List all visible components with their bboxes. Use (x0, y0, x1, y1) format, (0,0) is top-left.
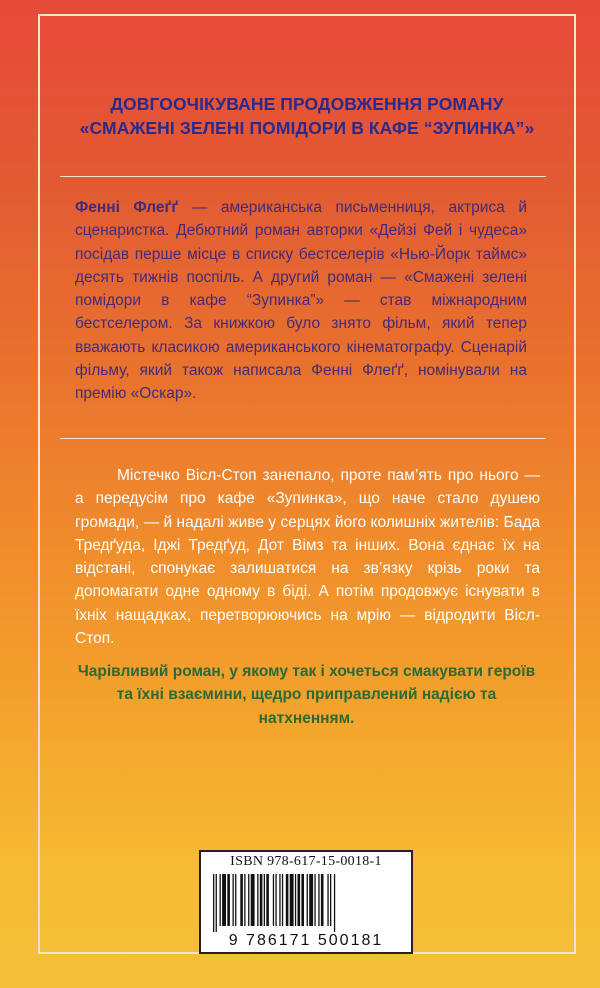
barcode-box (199, 850, 413, 954)
barcode-bar (266, 874, 269, 926)
barcode-bar (260, 874, 263, 926)
barcode-bar (309, 874, 313, 926)
heading-line-1: ДОВГООЧІКУВАНЕ ПРОДОВЖЕННЯ РОМАНУ (110, 94, 504, 114)
barcode-bar (290, 874, 294, 926)
barcode-bar (282, 874, 283, 926)
barcode-bar (244, 874, 245, 926)
barcode-bar (295, 874, 296, 926)
barcode-bar (248, 874, 249, 926)
barcode-bar (273, 874, 274, 926)
barcode-bar (222, 874, 226, 926)
barcode-bar (220, 874, 221, 926)
barcode-bar (321, 874, 324, 926)
barcode-bar (307, 874, 308, 926)
barcode-bar (286, 874, 289, 926)
barcode-bar (318, 874, 319, 926)
book-tagline: Чарівливий роман, у якому так і хочеться смакувати героїв та їхні взаємини, щедро приправлений надією та натхненням. (77, 663, 536, 727)
cover-heading (38, 92, 576, 140)
barcode-bar (298, 874, 301, 926)
isbn-label: ISBN 978-617-15-0018-1 (230, 854, 382, 869)
barcode-bar (327, 874, 328, 926)
heading-line-2: «СМАЖЕНІ ЗЕЛЕНІ ПОМІДОРИ В КАФЕ “ЗУПИНКА”» (79, 118, 535, 138)
barcode-bar (279, 874, 280, 926)
barcode-bar (257, 874, 258, 926)
barcode-number: 9 786171 500181 (228, 932, 384, 949)
book-synopsis: Містечко Вісл-Стоп занепало, проте пам’ять про нього — а передусім про кафе «Зупинка», що наче стало душею громади, — й надалі живе у серцях його колишніх жителів: Бада Тредґуда, Іджі Тредґуд, Дот Вімз та інших. Вона єднає їх на відстані, спонукає залишатися на зв’язку крізь роки та допомагати одне одному в біді. А потім продовжує існувати в їхніх нащадках, перетворюючись на мрію — відродити Вісл-Стоп. (75, 467, 540, 648)
barcode-bars (213, 874, 399, 932)
barcode-bar (264, 874, 265, 926)
barcode-bar (213, 874, 214, 932)
barcode-bar (233, 874, 234, 926)
barcode-bar (330, 874, 331, 926)
divider-top (60, 176, 546, 177)
barcode-bar (334, 874, 335, 932)
barcode-bar (314, 874, 315, 926)
divider-bottom (60, 438, 546, 439)
barcode-bar (240, 874, 243, 926)
author-name: Фенні Флеґґ (75, 199, 179, 216)
barcode-bar (251, 874, 255, 926)
barcode-bar (301, 874, 304, 926)
barcode-bar (216, 874, 217, 932)
author-bio (75, 196, 527, 406)
barcode-bar (235, 874, 236, 926)
barcode-bar (275, 874, 276, 926)
author-bio-text: — американська письменниця, актриса й сценаристка. Дебютний роман авторки «Дейзі Фей і чудеса» посідав перше місце в списку бестселерів «Нью-Йорк таймс» десять тижнів поспіль. А другий роман — «Смажені зелені помідори в кафе “Зупинка”» — став міжнародним бестселером. За книжкою було знято фільм, який тепер вважають класикою американського кінематографу. Сценарій фільму, який також написала Фенні Флеґґ, номінували на премію «Оскар». (75, 199, 527, 403)
barcode-bar (227, 874, 230, 926)
